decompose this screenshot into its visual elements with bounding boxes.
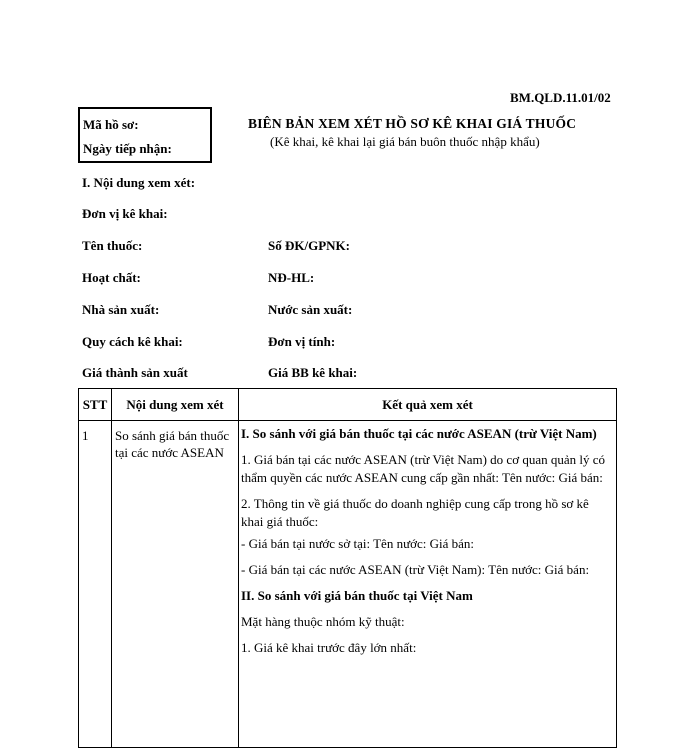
row-result — [239, 421, 617, 748]
page-title: BIÊN BẢN XEM XÉT HỒ SƠ KÊ KHAI GIÁ THUỐC — [248, 116, 577, 131]
result-heading-asean: I. So sánh với giá bán thuốc tại các nước ASEAN (trừ Việt Nam) — [241, 426, 597, 441]
unit-label: Đơn vị tính: — [268, 334, 336, 349]
table-header-row — [79, 389, 617, 421]
drug-name-label: Tên thuốc: — [82, 238, 143, 253]
form-code: BM.QLD.11.01/02 — [510, 90, 611, 105]
cost-price-label: Giá thành sản xuất — [82, 365, 188, 380]
result-asean-price: - Giá bán tại các nước ASEAN (trừ Việt Nam): Tên nước: Giá bán: — [241, 562, 590, 577]
record-info-box — [78, 107, 212, 163]
active-ingredient-label: Hoạt chất: — [82, 270, 141, 285]
wholesale-price-label: Giá BB kê khai: — [268, 365, 358, 380]
result-previous-max: 1. Giá kê khai trước đây lớn nhất: — [241, 640, 417, 655]
table-row — [79, 421, 617, 748]
strength-label: NĐ-HL: — [268, 270, 315, 285]
manufacturer-label: Nhà sản xuất: — [82, 302, 160, 317]
result-home-price: - Giá bán tại nước sở tại: Tên nước: Giá bán: — [241, 536, 475, 551]
result-heading-vietnam: II. So sánh với giá bán thuốc tại Việt Nam — [241, 588, 473, 603]
result-company-info: 2. Thông tin về giá thuốc do doanh nghiệp cung cấp trong hồ sơ kê khai giá thuốc: — [241, 496, 589, 529]
result-tech-group: Mặt hàng thuộc nhóm kỹ thuật: — [241, 614, 405, 629]
column-header-result: Kết quả xem xét — [239, 389, 617, 421]
reg-no-label: Số ĐK/GPNK: — [268, 238, 350, 253]
country-label: Nước sản xuất: — [268, 302, 353, 317]
section-heading: I. Nội dung xem xét: — [82, 175, 196, 190]
packaging-label: Quy cách kê khai: — [82, 334, 183, 349]
column-header-content: Nội dung xem xét — [112, 389, 239, 421]
review-table — [78, 388, 617, 748]
row-stt: 1 — [79, 421, 112, 748]
row-content: So sánh giá bán thuốc tại các nước ASEAN — [112, 421, 239, 748]
result-asean-official: 1. Giá bán tại các nước ASEAN (trừ Việt Nam) do cơ quan quản lý có thẩm quyền các nước ASEAN cung cấp gần nhất: Tên nước: Giá bán: — [241, 452, 605, 485]
record-no-label: Mã hồ sơ: — [83, 117, 139, 132]
column-header-stt: STT — [79, 389, 112, 421]
declarer-label: Đơn vị kê khai: — [82, 206, 168, 221]
page-subtitle: (Kê khai, kê khai lại giá bán buôn thuốc nhập khẩu) — [270, 134, 540, 149]
received-date-label: Ngày tiếp nhận: — [83, 141, 172, 156]
